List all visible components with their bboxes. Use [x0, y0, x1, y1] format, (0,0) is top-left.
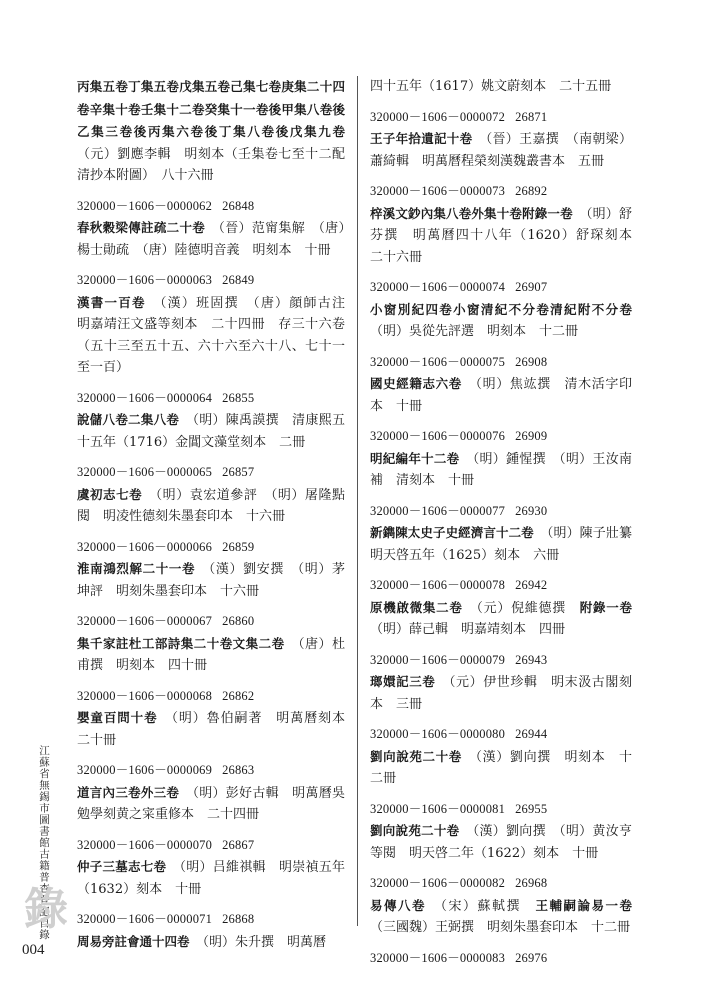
entry-number-line — [77, 462, 345, 484]
entry-id: 320000－1606－0000077 — [370, 503, 506, 518]
catalog-entry — [370, 650, 632, 716]
entry-details: （明）朱升撰 明萬曆 — [202, 934, 327, 950]
entry-number-line — [370, 426, 632, 448]
side-running-title: 江蘇省無錫市圖書館古籍普查登記目錄 — [38, 745, 50, 941]
entry-details: （元）伊世珍輯 明末汲古閣刻本 三冊 — [370, 675, 632, 712]
entry-serial: 26955 — [515, 801, 548, 816]
entry-number-line — [370, 277, 632, 299]
entry-title: 周易旁註會通十四卷 — [77, 933, 190, 949]
entry-title: 王子年拾遺記十卷 — [370, 131, 473, 146]
entry-title: 小窗別紀四卷小窗清紀不分卷清紀附不分卷 — [370, 301, 632, 317]
entry-details: （明）魯伯嗣著 明萬曆刻本 二十冊 — [77, 711, 358, 748]
entry-serial: 26849 — [222, 273, 255, 287]
entry-id: 320000－1606－0000080 — [370, 727, 506, 741]
catalog-entry — [77, 760, 345, 826]
catalog-entry — [77, 388, 345, 454]
entry-id: 320000－1606－0000071 — [77, 912, 213, 926]
entry-serial: 26860 — [222, 614, 255, 628]
entry-title: 集千家註杜工部詩集二十卷文集二卷 — [77, 635, 285, 651]
entry-number-line — [370, 799, 632, 821]
continued-entry — [370, 76, 632, 98]
catalog-entry — [77, 462, 345, 528]
entry-serial: 26968 — [515, 876, 548, 890]
entry-serial: 26892 — [515, 184, 548, 198]
catalog-entry — [77, 909, 345, 953]
entry-id: 320000－1606－0000083 — [370, 950, 506, 965]
entry-serial: 26909 — [515, 429, 548, 443]
column-divider — [357, 76, 358, 926]
entry-id: 320000－1606－0000066 — [77, 539, 213, 554]
entry-details: （元）劉應李輯 明刻本（壬集卷七至十二配清抄本附圖） 八十六冊 — [77, 146, 345, 183]
entry-title: 漢書一百卷 — [77, 294, 146, 310]
catalog-entry — [370, 107, 632, 173]
left-column — [77, 76, 359, 962]
entry-serial: 26857 — [222, 465, 255, 479]
entry-title: 道言內三卷外三卷 — [77, 784, 180, 800]
entry-serial: 26930 — [515, 503, 548, 518]
entry-id: 320000－1606－0000075 — [370, 354, 506, 369]
entry-number-line — [77, 537, 345, 559]
entry-id: 320000－1606－0000081 — [370, 801, 506, 816]
entry-title: 嬰童百問十卷 — [77, 710, 158, 725]
entry-id: 320000－1606－0000076 — [370, 429, 506, 443]
entry-details: （元）倪維德撰 — [476, 600, 580, 616]
entry-id: 320000－1606－0000069 — [77, 763, 213, 777]
entry-details: （明）陳禹謨撰 清康熙五十五年（1716）金閶文藻堂刻本 二冊 — [77, 413, 345, 450]
entry-serial: 26944 — [515, 727, 548, 741]
entry-details: （漢）劉安撰 （明）茅坤評 明刻朱墨套印本 十六冊 — [77, 562, 345, 599]
entry-number-line — [370, 501, 632, 523]
catalog-entry — [370, 799, 632, 865]
entry-id: 320000－1606－0000072 — [370, 109, 506, 124]
entry-id: 320000－1606－0000078 — [370, 578, 506, 592]
catalog-entry — [370, 277, 632, 343]
entry-id: 320000－1606－0000082 — [370, 876, 506, 890]
entry-details: （明）舒芬撰 明萬曆四十八年（1620）舒琛刻本 二十六冊 — [370, 206, 646, 265]
entry-serial: 26848 — [222, 198, 255, 213]
entry-title: 說儲八卷二集八卷 — [77, 412, 180, 427]
catalog-entry — [370, 352, 632, 418]
right-column — [370, 76, 646, 978]
catalog-entry — [77, 270, 359, 379]
entry-details: （明）吳從先評選 明刻本 十二冊 — [370, 324, 579, 339]
entry-id: 320000－1606－0000063 — [77, 273, 213, 287]
catalog-entry — [370, 181, 646, 268]
entry-details: （明）彭好古輯 明萬曆吳勉學刻黄之寀重修本 二十四冊 — [77, 785, 345, 822]
catalog-entry — [370, 426, 632, 492]
entry-details: 四十五年（1617）姚文蔚刻本 二十五冊 — [370, 79, 612, 94]
catalog-entry — [370, 501, 645, 567]
entry-appendix-title: 附錄一卷 — [579, 599, 632, 615]
entry-appendix-details: （明）薛己輯 明嘉靖刻本 四冊 — [370, 622, 566, 637]
entry-number-line — [370, 352, 632, 374]
entry-id: 320000－1606－0000073 — [370, 184, 506, 198]
entry-number-line — [370, 873, 632, 895]
entry-title: 明紀編年十二卷 — [370, 450, 460, 466]
entry-serial: 26943 — [515, 652, 548, 667]
catalog-entry — [370, 873, 632, 939]
continued-entry — [77, 76, 345, 187]
entry-serial: 26867 — [222, 837, 255, 852]
catalog-entry — [370, 948, 632, 970]
entry-details: （宋）蘇軾撰 — [440, 898, 536, 914]
entry-details: （晉）范甯集解 （唐）楊士勛疏 （唐）陸德明音義 明刻本 十冊 — [77, 221, 345, 258]
entry-serial: 26976 — [515, 950, 548, 965]
entry-number-line — [77, 686, 345, 708]
entry-number-line — [77, 611, 345, 633]
catalog-entry — [370, 724, 632, 790]
entry-title: 梓溪文鈔內集八卷外集十卷附錄一卷 — [370, 205, 573, 221]
watermark-glyph: 錄 — [24, 884, 68, 935]
entry-title: 丙集五卷丁集五卷戊集五卷己集七卷庚集二十四卷辛集十卷壬集十二卷癸集十一卷後甲集八卷後乙集三卷後丙集六卷後丁集八卷後戊集九卷 — [77, 79, 345, 139]
entry-serial: 26942 — [515, 578, 548, 592]
entry-number-line — [77, 909, 345, 931]
entry-serial: 26871 — [515, 109, 548, 124]
entry-id: 320000－1606－0000064 — [77, 390, 213, 405]
entry-title: 劉向說苑二十卷 — [370, 748, 462, 764]
entry-id: 320000－1606－0000067 — [77, 614, 213, 628]
entry-title: 虞初志七卷 — [77, 486, 143, 502]
entry-details: （明）吕維祺輯 明崇禎五年（1632）刻本 十冊 — [77, 860, 345, 897]
entry-details: （明）鍾惺撰 （明）王汝南補 清刻本 十冊 — [370, 451, 632, 488]
entry-appendix-details: （三國魏）王弼撰 明刻朱墨套印本 十二冊 — [370, 920, 631, 935]
catalog-entry — [77, 196, 345, 262]
entry-title: 春秋穀梁傳註疏二十卷 — [77, 220, 206, 235]
entry-title: 國史經籍志六卷 — [370, 376, 462, 391]
entry-details: （漢）劉向撰 明刻本 十二冊 — [370, 749, 632, 786]
catalog-entry — [370, 575, 632, 641]
entry-title: 淮南鴻烈解二十一卷 — [77, 561, 196, 576]
entry-serial: 26859 — [222, 539, 255, 554]
entry-number-line — [370, 107, 632, 129]
catalog-entry — [77, 835, 345, 901]
catalog-entry — [77, 686, 358, 752]
entry-number-line — [77, 196, 345, 218]
entry-number-line — [370, 724, 632, 746]
catalog-entry — [77, 537, 345, 603]
entry-number-line — [77, 388, 345, 410]
catalog-entry — [77, 611, 345, 677]
entry-number-line — [77, 270, 345, 292]
entry-serial: 26907 — [515, 280, 548, 294]
entry-number-line — [77, 760, 345, 782]
entry-number-line — [370, 181, 632, 203]
entry-details: （漢）劉向撰 （明）黄汝亨等閱 明天啓二年（1622）刻本 十冊 — [370, 824, 632, 861]
entry-title: 瑯嬛記三卷 — [370, 674, 436, 689]
entry-number-line — [370, 575, 632, 597]
entry-appendix-title: 王輔嗣論易一卷 — [535, 897, 632, 913]
entry-title: 仲子三墓志七卷 — [77, 859, 167, 874]
entry-details: （唐）杜甫撰 明刻本 四十冊 — [77, 636, 345, 673]
entry-id: 320000－1606－0000079 — [370, 652, 506, 667]
entry-serial: 26862 — [222, 688, 255, 703]
entry-serial: 26863 — [222, 763, 255, 777]
entry-details: （明）袁宏道參評 （明）屠隆點閱 明凌性德刻朱墨套印本 十六冊 — [77, 487, 345, 524]
entry-details: （明）焦竑撰 清木活字印本 十冊 — [370, 377, 632, 414]
entry-number-line — [370, 650, 632, 672]
entry-id: 320000－1606－0000062 — [77, 198, 213, 213]
entry-serial: 26908 — [515, 354, 548, 369]
entry-serial: 26868 — [222, 912, 255, 926]
entry-details: （漢）班固撰 （唐）顔師古注 明嘉靖汪文盛等刻本 二十四冊 存三十六卷（五十三至五十五、六十六至六十八、七十一至一百） — [77, 295, 359, 375]
entry-id: 320000－1606－0000065 — [77, 465, 213, 479]
entry-serial: 26855 — [222, 390, 255, 405]
entry-number-line — [77, 835, 345, 857]
entry-id: 320000－1606－0000074 — [370, 280, 506, 294]
entry-title: 原機啟微集二卷 — [370, 599, 463, 615]
page-number: 004 — [22, 942, 45, 958]
entry-title: 新鐫陳太史子史經濟言十二卷 — [370, 525, 534, 540]
entry-id: 320000－1606－0000070 — [77, 837, 213, 852]
entry-title: 劉向說苑二十卷 — [370, 823, 460, 838]
entry-id: 320000－1606－0000068 — [77, 688, 213, 703]
entry-details: （晉）王嘉撰 （南朝梁）蕭綺輯 明萬曆程榮刻漢魏叢書本 五冊 — [370, 132, 632, 169]
entry-details: （明）陳子壯纂 明天啓五年（1625）刻本 六冊 — [370, 526, 645, 563]
entry-title: 易傳八卷 — [370, 897, 426, 913]
entry-number-line — [370, 948, 632, 970]
